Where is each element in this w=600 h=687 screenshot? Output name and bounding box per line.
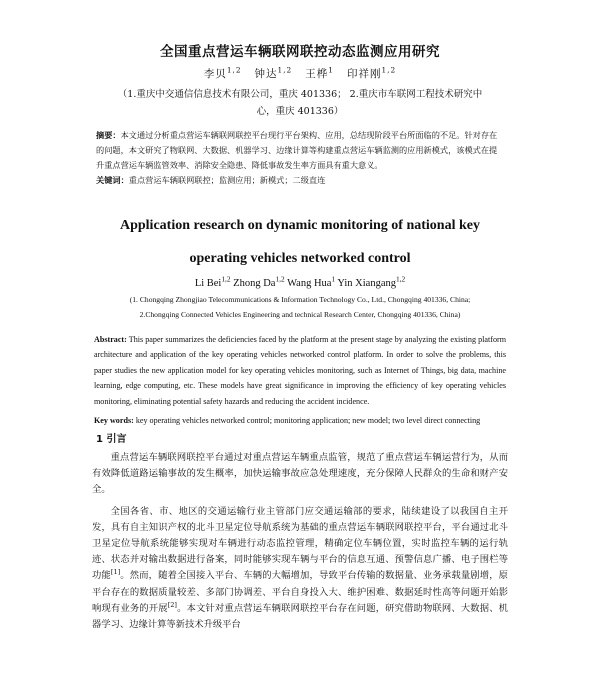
body-paragraph — [92, 504, 508, 634]
english-affiliation — [82, 292, 518, 322]
citation-ref: [1] — [110, 568, 121, 577]
chinese-affiliation: （1.重庆中交通信信息技术有限公司，重庆 401336； 2.重庆市车联网工程技术研究中心，重庆 401336） — [117, 89, 483, 117]
author-name: Yin Xiangang — [337, 278, 396, 289]
author-name: 王桦 — [305, 68, 329, 80]
author-affiliation-mark: 1,2 — [381, 65, 397, 75]
author-name: 印祥刚 — [346, 68, 382, 80]
author-affiliation-mark: 1,2 — [277, 65, 293, 75]
author-name: Zhong Da — [233, 278, 276, 289]
abstract-text: This paper summarizes the deficiencies faced by the platform at the present stage by analyzing the existing platform architecture and application of the key operating vehicles networked control platform. In order to solve the problems, this paper studies the new application model for key operating vehicles monitoring, such as Internet of Things, big data, machine learning, edge computing, etc. These models have great significance in improving the efficiency of key operating vehicles monitoring, eliminating potential safety hazards and reducing the accident incidence. — [94, 335, 506, 406]
author-affiliation-mark: 1,2 — [226, 65, 242, 75]
paragraph-text: 。本文针对重点营运车辆联网联控平台存在问题，研究借助物联网、大数据、机器学习、边缘计算等新技术升级平台 — [92, 602, 508, 631]
author-affiliation-mark: 1 — [328, 65, 334, 75]
keywords-label: Key words: — [94, 416, 134, 426]
author-name: 钟达 — [254, 68, 278, 80]
chinese-keywords — [96, 173, 504, 187]
author-name: Wang Hua — [287, 278, 332, 289]
paragraph-text: 全国各省、市、地区的交通运输行业主管部门应交通运输部的要求，陆续建设了以我国自主开发，具有自主知识产权的北斗卫星定位导航系统为基础的重点营运车辆联网联控平台，平台通过北斗卫星定位导航系统能够实现对车辆进行动态监控管理，精确定位车辆位置，实时监控车辆的运行轨迹、状态并对输出数据进行备案，同时能够实现车辆与平台的信息互通、预警信息广播、电子围栏等功能 — [92, 505, 508, 582]
english-title — [90, 209, 510, 275]
keywords-label: 关键词： — [96, 175, 129, 185]
author-affiliation-mark: 1,2 — [396, 274, 406, 284]
affiliation-line: 2.Chongqing Connected Vehicles Engineering and technical Research Center, Chongqing 401336, China) — [139, 310, 461, 319]
chinese-abstract — [96, 128, 504, 173]
affiliation-line: (1. Chongqing Zhongjiao Telecommunications & Information Technology Co., Ltd., Chongqing 401336, China; — [129, 295, 471, 304]
author-name: Li Bei — [194, 278, 222, 289]
author-affiliation-mark: 1 — [331, 274, 336, 284]
abstract-text: 本文通过分析重点营运车辆联网联控平台现行平台架构、应用，总结现阶段平台所面临的不足。针对存在的问题，本文研究了物联网、大数据、机器学习、边缘计算等构建重点营运车辆监测的应用新模式，该模式在提升重点营运车辆监管效率、消除安全隐患、降低事故发生率方面具有重大意义。 — [96, 130, 498, 170]
chinese-authors — [96, 66, 504, 81]
keywords-text: 重点营运车辆联网联控；监测应用；新模式；二级直连 — [128, 175, 326, 185]
author-affiliation-mark: 1,2 — [221, 274, 231, 284]
author-name: 李贝 — [203, 68, 227, 80]
english-authors — [96, 274, 504, 289]
abstract-label: 摘要： — [96, 130, 121, 140]
english-title-line: operating vehicles networked control — [189, 251, 411, 266]
english-abstract — [94, 332, 506, 409]
citation-ref: [2] — [167, 600, 177, 609]
author-affiliation-mark: 1,2 — [275, 274, 285, 284]
section-heading: 1 引言 — [96, 434, 127, 446]
abstract-label: Abstract: — [94, 335, 127, 344]
keywords-text: key operating vehicles networked control; monitoring application; new model; two level direct connecting — [135, 416, 481, 426]
english-keywords — [94, 413, 506, 428]
body-paragraph: 重点营运车辆联网联控平台通过对重点营运车辆重点监管，规范了重点营运车辆运营行为，从而有效降低道路运输事故的发生概率，加快运输事故应急处理速度，充分保障人民群众的生命和财产安全。 — [92, 452, 508, 496]
english-title-line: Application research on dynamic monitoring of national key — [119, 218, 480, 233]
chinese-title: 全国重点营运车辆联网联控动态监测应用研究 — [160, 44, 440, 60]
paragraph-text: 。然而，随着全国接入平台、车辆的大幅增加，导致平台传输的数据量、业务承载量剧增，原平台存在的数据质量较差、多部门协调差、平台自身投入大、维护困难、数据延时性高等问题开始影响现有业务的开展 — [92, 570, 508, 614]
